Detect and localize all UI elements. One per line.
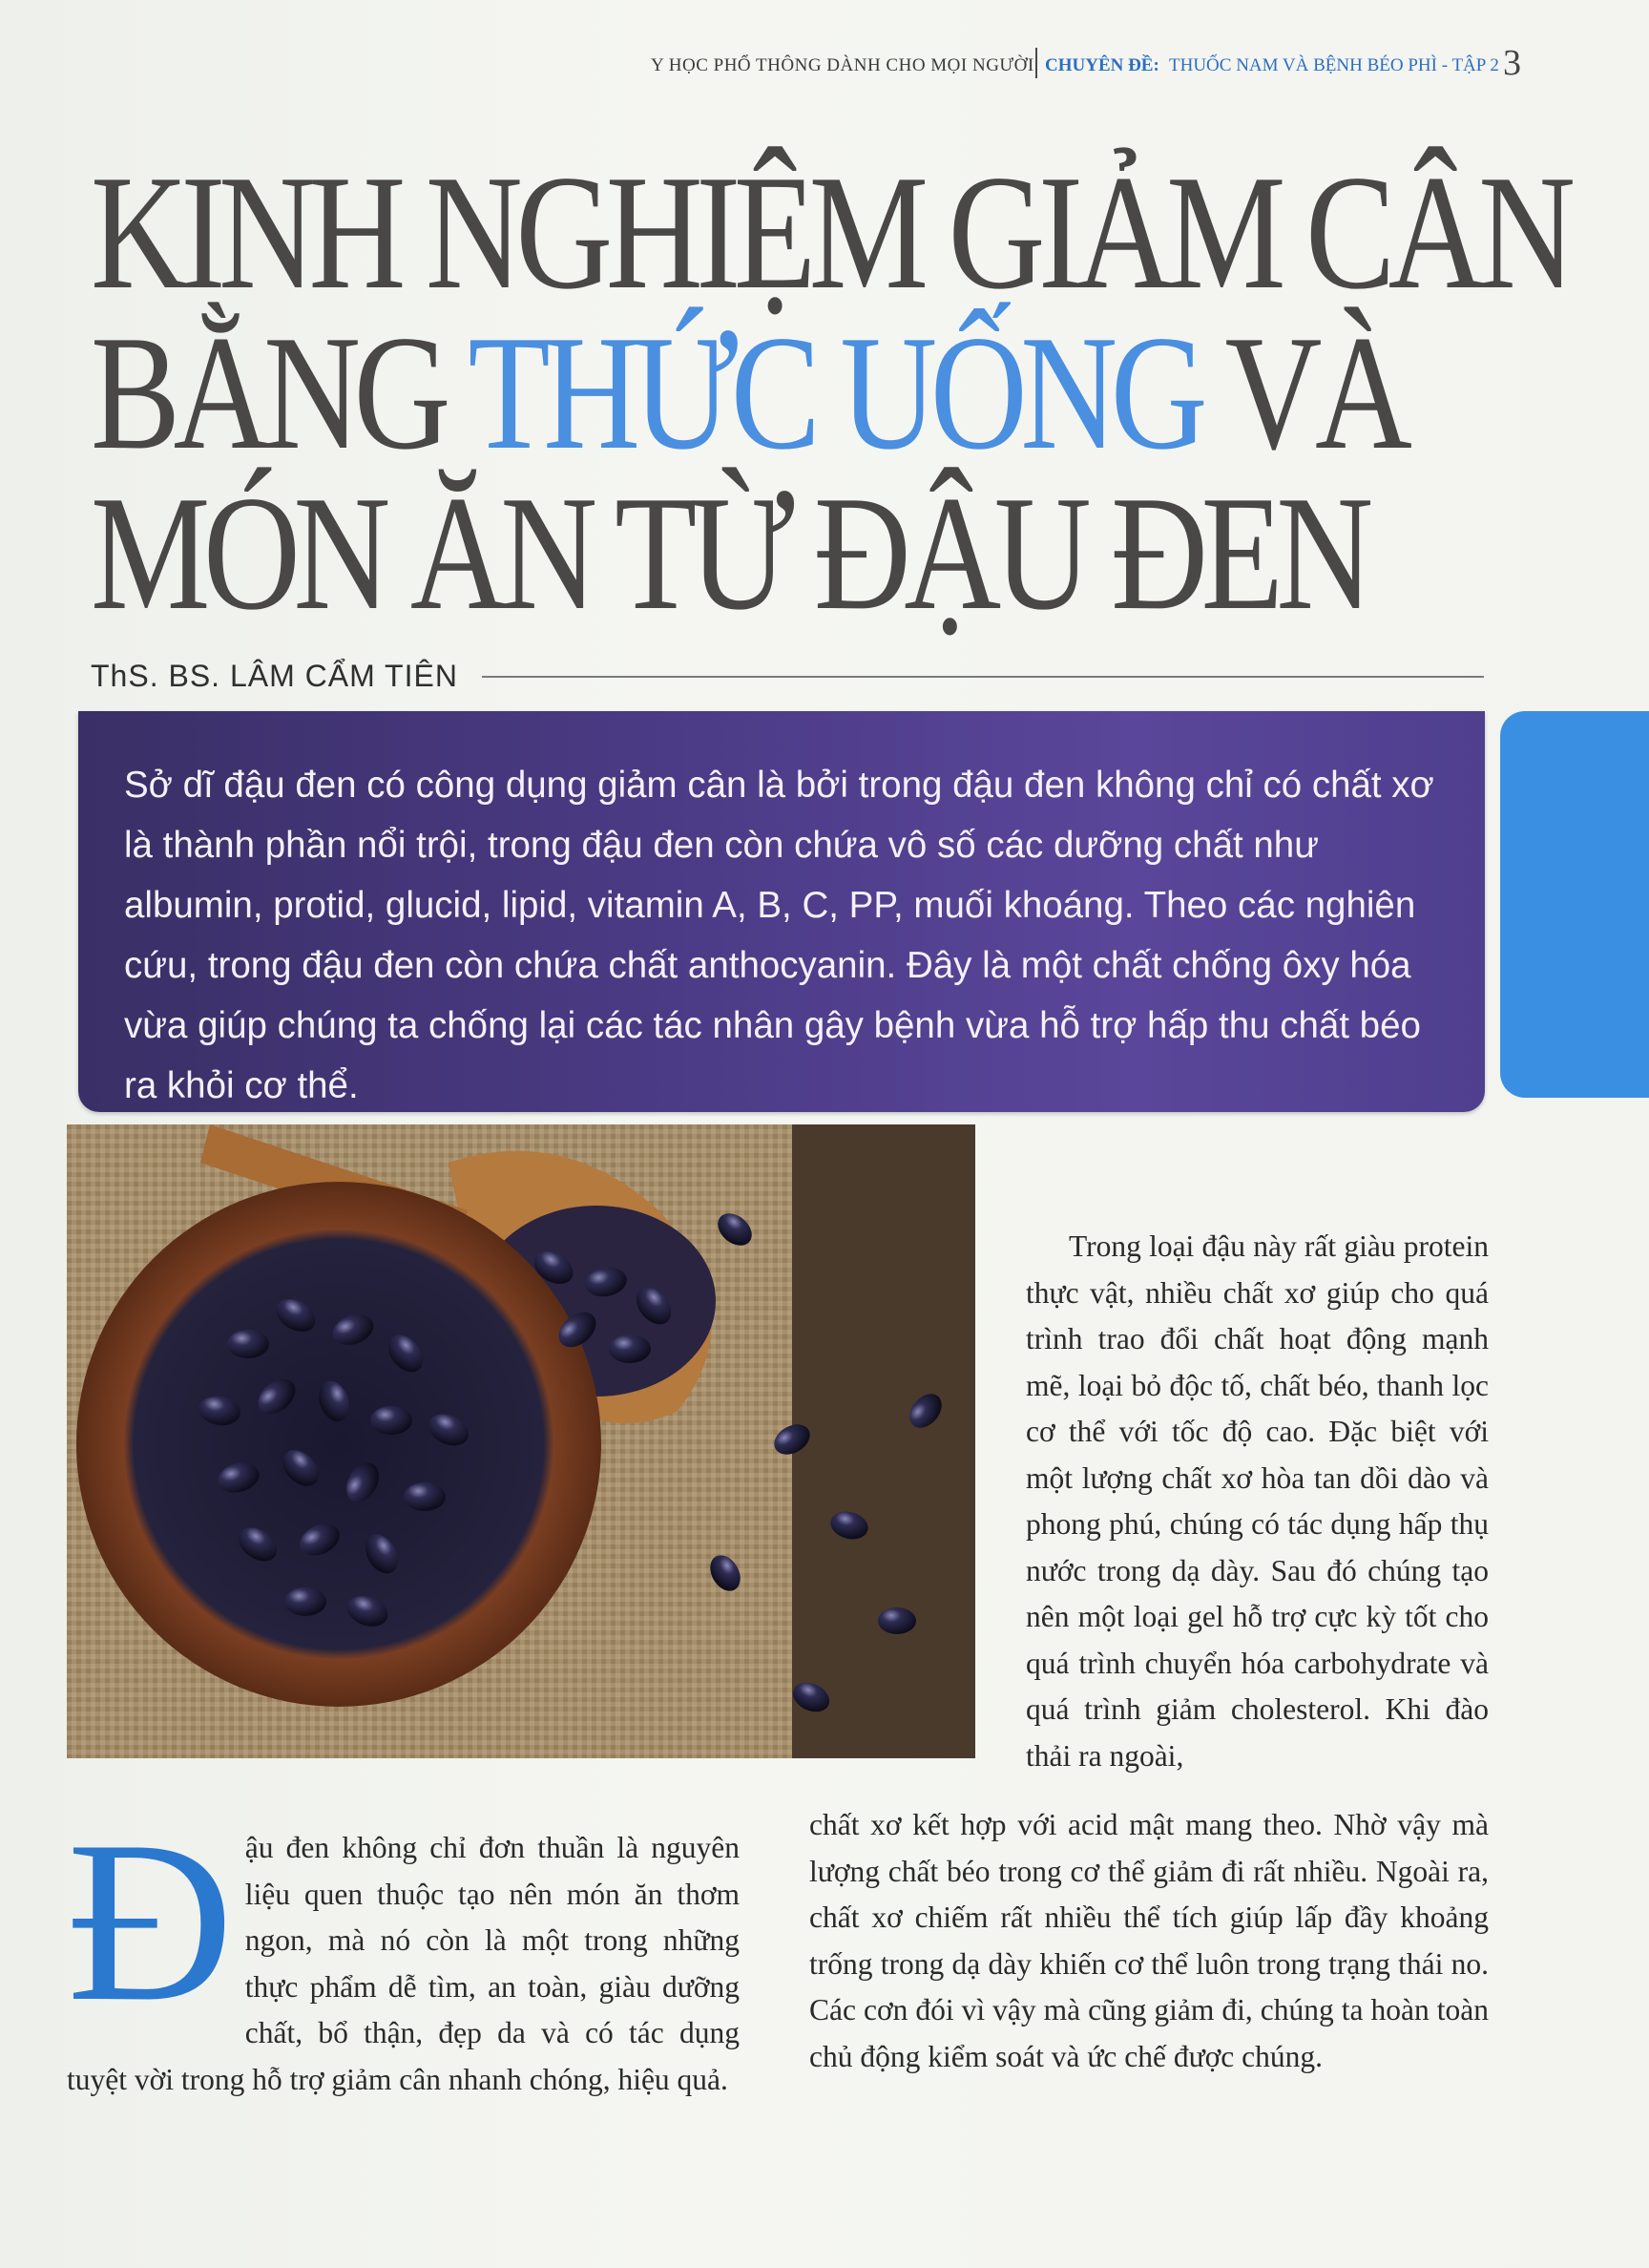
lead-paragraph: Sở dĩ đậu đen có công dụng giảm cân là bởi trong đậu đen không chỉ có chất xơ là thành phần nổi trội, trong đậu đen còn chứa vô số các dưỡng chất như albumin, protid, glucid, lipid, vitamin A, B, C, PP, muối khoáng. Theo các nghiên cứu, trong đậu đen còn chứa chất anthocyanin. Đây là một chất chống ôxy hóa vừa giúp chúng ta chống lại các tác nhân gây bệnh vừa hỗ trợ hấp thu chất béo ra khỏi cơ thể. (124, 765, 1434, 1106)
byline-rule (482, 676, 1484, 678)
body-right-column-top: Trong loại đậu này rất giàu protein thực vật, nhiều chất xơ giúp cho quá trình trao đổi chất hoạt động mạnh mẽ, loại bỏ độc tố, chất béo, thanh lọc cơ thể với tốc độ cao. Đặc biệt với một lượng chất xơ hòa tan dồi dào và phong phú, chúng có tác dụng hấp thụ nước trong dạ dày. Sau đó chúng tạo nên một loại gel hỗ trợ cực kỳ tốt cho quá trình chuyển hóa carbohydrate và quá trình giảm cholesterol. Khi đào thải ra ngoài, (1026, 1229, 1489, 1773)
black-beans-photo (67, 1124, 975, 1758)
side-color-tab (1500, 711, 1649, 1098)
headline-line-2 (91, 303, 1406, 484)
headline-line-3 (91, 463, 1367, 644)
publication-name: Y HỌC PHỔ THÔNG DÀNH CHO MỌI NGƯỜI (651, 55, 1034, 75)
body-left-column (67, 1794, 740, 2103)
topic-title: THUỐC NAM VÀ BỆNH BÉO PHÌ - TẬP 2 (1169, 55, 1499, 75)
headline-line-2-end: VÀ (1200, 303, 1406, 484)
headline-line-1 (91, 142, 1569, 324)
topic-label: CHUYÊN ĐỀ: (1045, 55, 1159, 75)
drop-cap: Đ (67, 1794, 234, 2049)
headline-line-3-text: MÓN ĂN TỪ ĐẬU ĐEN (91, 463, 1367, 644)
left-column-text: ậu đen không chỉ đơn thuần là nguyên liệu quen thuộc tạo nên món ăn thơm ngon, mà nó còn là một trong những thực phẩm dễ tìm, an toàn, giàu dưỡng chất, bổ thận, đẹp da và có tác dụng tuyệt vời trong hỗ trợ giảm cân nhanh chóng, hiệu quả. (67, 1831, 740, 2096)
headline-line-2-start: BẰNG (91, 303, 469, 484)
black-beans-illustration (67, 1124, 975, 1758)
running-header (611, 42, 1565, 83)
headline-accent-text: THỨC UỐNG (468, 303, 1201, 484)
author-byline: ThS. BS. LÂM CẨM TIÊN (91, 659, 458, 693)
page-number: 3 (1503, 43, 1521, 83)
headline-line-1-text: KINH NGHIỆM GIẢM CÂN (91, 142, 1569, 324)
header-separator (1035, 48, 1037, 78)
body-right-column-bottom: chất xơ kết hợp với acid mật mang theo. Nhờ vậy mà lượng chất béo trong cơ thể giảm đi rất nhiều. Ngoài ra, chất xơ chiếm rất nhiều thể tích giúp lấp đầy khoảng trống trong dạ dày khiến cơ thể luôn trong trạng thái no. Các cơn đói vì vậy mà cũng giảm đi, chúng ta hoàn toàn chủ động kiểm soát và ức chế được chúng. (809, 1808, 1489, 2073)
lead-box (78, 711, 1485, 1112)
article-headline (91, 142, 1569, 644)
